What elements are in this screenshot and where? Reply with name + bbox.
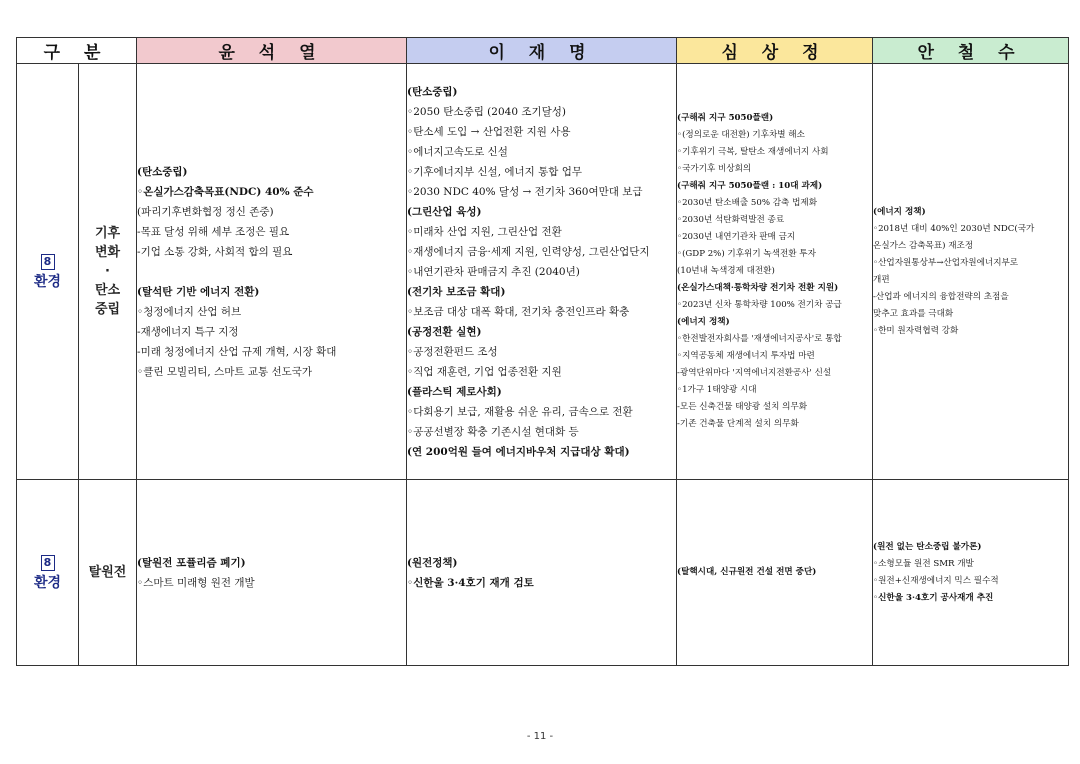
text-line: ◦2030년 석탄화력발전 종료 <box>677 215 785 225</box>
text-line: ◦공정전환펀드 조성 <box>407 345 498 358</box>
text-line: ◦탄소세 도입 → 산업전환 지원 사용 <box>407 125 571 138</box>
text-line: (공정전환 실현) <box>407 325 482 338</box>
text-line: (구해줘 지구 5050플랜 : 10대 과제) <box>677 181 823 191</box>
text-line: -목표 달성 위해 세부 조정은 필요 <box>137 225 290 238</box>
text-line: (전기차 보조금 확대) <box>407 285 506 298</box>
text-line: ◦1가구 1태양광 시대 <box>677 385 757 395</box>
text-line: -산업과 에너지의 융합전략의 초점을 <box>873 291 1009 302</box>
lee-climate-cell <box>407 64 677 480</box>
text-line: ◦2030 NDC 40% 달성 → 전기차 360여만대 보급 <box>407 185 643 198</box>
subcategory-line: 탄소 <box>94 283 121 298</box>
category-cell <box>17 64 79 480</box>
text-line: (탈원전 포퓰리즘 폐기) <box>137 556 246 569</box>
text-line: (탄소중립) <box>137 165 188 178</box>
yoon-nuclear-cell <box>137 480 407 666</box>
text-line: 온실가스 감축목표) 재조정 <box>873 240 974 251</box>
text-line: ◦(정의로운 대전환) 기후차별 해소 <box>677 130 805 140</box>
text-line: ◦온실가스감축목표(NDC) 40% 준수 <box>137 185 314 198</box>
lee-nuclear-cell <box>407 480 677 666</box>
text-line: (구해줘 지구 5050플랜) <box>677 113 774 123</box>
ahn-climate-cell <box>873 64 1069 480</box>
text-line: ◦지역공동체 재생에너지 투자법 마련 <box>677 351 815 361</box>
text-line: ◦직업 재훈련, 기업 업종전환 지원 <box>407 365 562 378</box>
yoon-climate-cell <box>137 64 407 480</box>
text-line: ◦기후에너지부 신설, 에너지 통합 업무 <box>407 165 583 178</box>
subcategory-cell <box>79 64 137 480</box>
text-line: -광역단위마다 '지역에너지전환공사' 신설 <box>677 368 832 378</box>
table-row-climate <box>17 64 1069 480</box>
text-line: ◦신한울 3·4호기 공사재개 추진 <box>873 592 994 603</box>
text-line: ◦(GDP 2%) 기후위기 녹색전환 투자 <box>677 249 816 259</box>
sim-nuclear-cell <box>677 480 873 666</box>
text-line: (에너지 정책) <box>677 317 730 327</box>
text-line: ◦한미 원자력협력 강화 <box>873 325 959 336</box>
text-line: ◦청정에너지 산업 허브 <box>137 305 242 318</box>
text-line: ◦다회용기 보급, 재활용 쉬운 유리, 금속으로 전환 <box>407 405 633 418</box>
text-line: (파리기후변화협정 정신 존중) <box>137 205 274 218</box>
category-number: 8 <box>41 254 55 270</box>
text-line: ◦공공선별장 확충 기존시설 현대화 등 <box>407 425 579 438</box>
text-line: ◦미래차 산업 지원, 그린산업 전환 <box>407 225 562 238</box>
subcategory-line: · <box>105 264 110 279</box>
header-yoon: 윤 석 열 <box>137 38 407 64</box>
text-line: -기업 소통 강화, 사회적 합의 필요 <box>137 245 293 258</box>
text-line: ◦기후위기 극복, 탈탄소 재생에너지 사회 <box>677 147 829 157</box>
text-line: ◦한전발전자회사를 '재생에너지공사'로 통합 <box>677 334 842 344</box>
text-line: (연 200억원 들여 에너지바우처 지급대상 확대) <box>407 445 630 458</box>
subcategory-line: 중립 <box>94 302 121 317</box>
text-line: ◦2030년 내연기관차 판매 금지 <box>677 232 796 242</box>
text-line: ◦스마트 미래형 원전 개발 <box>137 576 255 589</box>
text-line: (에너지 정책) <box>873 206 926 217</box>
text-line: (탄소중립) <box>407 85 458 98</box>
text-line: -기존 건축물 단계적 설치 의무화 <box>677 419 799 429</box>
text-line: (플라스틱 제로사회) <box>407 385 502 398</box>
category-cell <box>17 480 79 666</box>
category-label: 환경 <box>33 273 62 290</box>
category-number: 8 <box>41 555 55 571</box>
header-category: 구 분 <box>17 38 137 64</box>
text-line: (탈석탄 기반 에너지 전환) <box>137 285 260 298</box>
sim-climate-cell <box>677 64 873 480</box>
subcategory-line: 변화 <box>94 245 121 260</box>
text-line: ◦에너지고속도로 신설 <box>407 145 508 158</box>
text-line: ◦2030년 탄소배출 50% 감축 법제화 <box>677 198 817 208</box>
header-lee: 이 재 명 <box>407 38 677 64</box>
category-label: 환경 <box>33 574 62 591</box>
text-line: (그린산업 육성) <box>407 205 482 218</box>
text-line: (탈핵시대, 신규원전 건설 전면 중단) <box>677 567 817 577</box>
text-line: -모든 신축건물 태양광 설치 의무화 <box>677 402 808 412</box>
text-line: ◦2023년 신차 통학차량 100% 전기차 공급 <box>677 300 842 310</box>
text-line: ◦신한울 3·4호기 재개 검토 <box>407 576 534 589</box>
subcategory-cell: 탈원전 <box>79 480 137 666</box>
text-line: 개편 <box>873 274 890 285</box>
text-line: ◦재생에너지 금융·세제 지원, 인력양성, 그린산업단지 <box>407 245 650 258</box>
text-line: ◦2018년 대비 40%인 2030년 NDC(국가 <box>873 223 1035 234</box>
table-row-nuclear <box>17 480 1069 666</box>
text-line: ◦내연기관차 판매금지 추진 (2040년) <box>407 265 580 278</box>
text-line: (온실가스대책·통학차량 전기차 전환 지원) <box>677 283 839 293</box>
header-row <box>17 38 1069 64</box>
pledge-table <box>16 37 1069 666</box>
text-line <box>137 262 406 282</box>
ahn-nuclear-cell <box>873 480 1069 666</box>
text-line: 맞추고 효과를 극대화 <box>873 308 954 319</box>
text-line: ◦보조금 대상 대폭 확대, 전기차 충전인프라 확충 <box>407 305 630 318</box>
page-number: - 11 - <box>526 731 554 742</box>
header-ahn: 안 철 수 <box>873 38 1069 64</box>
text-line: ◦소형모듈 원전 SMR 개발 <box>873 558 974 569</box>
text-line: ◦클린 모빌리티, 스마트 교통 선도국가 <box>137 365 313 378</box>
text-line: ◦산업자원통상부→산업자원에너지부로 <box>873 257 1019 268</box>
header-sim: 심 상 정 <box>677 38 873 64</box>
text-line: (10년내 녹색경제 대전환) <box>677 266 775 276</box>
subcategory-line: 기후 <box>94 226 121 241</box>
text-line: (원전정책) <box>407 556 458 569</box>
text-line: -미래 청정에너지 산업 규제 개혁, 시장 확대 <box>137 345 337 358</box>
text-line: ◦2050 탄소중립 (2040 조기달성) <box>407 105 567 118</box>
text-line: ◦국가기후 비상회의 <box>677 164 752 174</box>
text-line: (원전 없는 탄소중립 불가론) <box>873 541 982 552</box>
text-line: ◦원전+신재생에너지 믹스 필수적 <box>873 575 999 586</box>
text-line: -재생에너지 특구 지정 <box>137 325 239 338</box>
